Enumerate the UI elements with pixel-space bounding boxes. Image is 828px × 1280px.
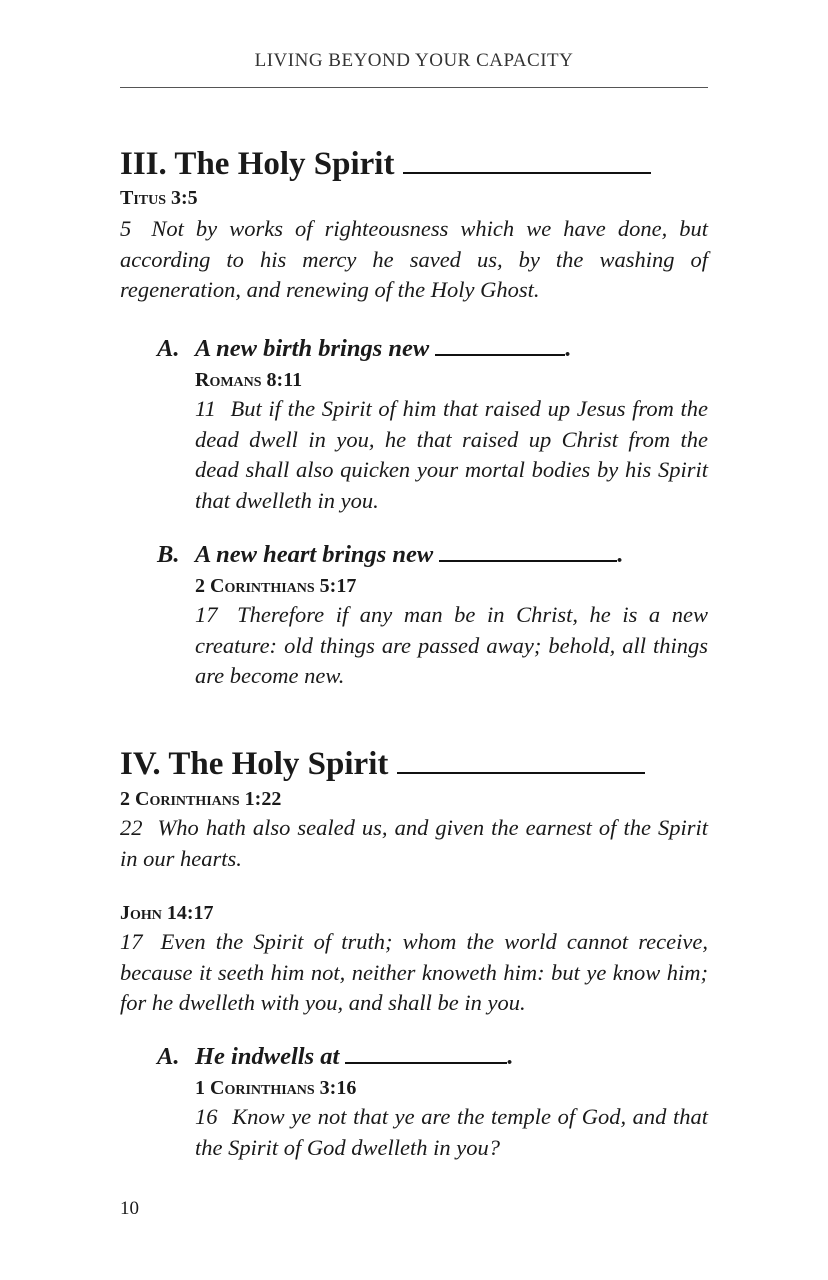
verse-text xyxy=(195,1102,708,1163)
section-heading-iv xyxy=(120,746,645,782)
fill-in-blank xyxy=(439,540,617,562)
point-b xyxy=(157,540,624,570)
scripture-ref: Titus 3:5 xyxy=(120,187,198,209)
verse-number: 16 xyxy=(195,1104,218,1129)
header-rule xyxy=(120,87,708,88)
fill-in-blank xyxy=(403,146,651,174)
fill-in-blank xyxy=(345,1042,507,1064)
point-end: . xyxy=(565,335,572,362)
section-heading-iii xyxy=(120,146,651,182)
point-end: . xyxy=(617,541,624,568)
verse-number: 11 xyxy=(195,396,216,421)
point-text: A new birth brings new xyxy=(195,335,430,362)
scripture-ref: 1 Corinthians 3:16 xyxy=(195,1077,357,1099)
verse-text xyxy=(195,394,708,516)
point-letter: A. xyxy=(157,335,180,362)
point-text: A new heart brings new xyxy=(195,541,434,568)
verse-number: 22 xyxy=(120,815,143,840)
verse-number: 17 xyxy=(120,929,143,954)
verse-text xyxy=(120,927,708,1019)
point-a-iv xyxy=(157,1042,514,1072)
verse-text xyxy=(120,813,708,874)
verse-text xyxy=(195,600,708,692)
running-head: LIVING BEYOND YOUR CAPACITY xyxy=(254,50,574,71)
verse-body: Who hath also sealed us, and given the earnest of the Spirit in our hearts. xyxy=(120,815,709,871)
verse-body: Not by works of righteousness which we have done, but according to his mercy he saved us, by the washing of regeneration, and renewing of the Holy Ghost. xyxy=(120,216,709,302)
verse-text xyxy=(120,214,708,306)
verse-body: Know ye not that ye are the temple of God, and that the Spirit of God dwelleth in you? xyxy=(195,1104,709,1160)
page-number: 10 xyxy=(120,1198,139,1219)
verse-body: But if the Spirit of him that raised up Jesus from the dead dwell in you, he that raised up Christ from the dead shall also quicken your mortal bodies by his Spirit that dwelleth in you. xyxy=(195,396,708,513)
point-end: . xyxy=(507,1043,514,1070)
point-letter: A. xyxy=(157,1043,180,1070)
heading-text: III. The Holy Spirit xyxy=(120,146,395,182)
fill-in-blank xyxy=(397,746,645,774)
verse-number: 17 xyxy=(195,602,218,627)
scripture-ref: Romans 8:11 xyxy=(195,369,303,391)
heading-text: IV. The Holy Spirit xyxy=(120,746,389,782)
scripture-ref: 2 Corinthians 1:22 xyxy=(120,788,282,810)
scripture-ref: 2 Corinthians 5:17 xyxy=(195,575,357,597)
point-text: He indwells at xyxy=(195,1043,340,1070)
fill-in-blank xyxy=(435,334,565,356)
scripture-ref: John 14:17 xyxy=(120,902,214,924)
point-letter: B. xyxy=(157,541,180,568)
verse-number: 5 xyxy=(120,216,132,241)
verse-body: Therefore if any man be in Christ, he is a new creature: old things are passed away; behold, all things are become new. xyxy=(195,602,708,688)
verse-body: Even the Spirit of truth; whom the world cannot receive, because it seeth him not, neither knoweth him: but ye know him; for he dwelleth with you, and shall be in you. xyxy=(120,929,708,1015)
point-a xyxy=(157,334,571,364)
